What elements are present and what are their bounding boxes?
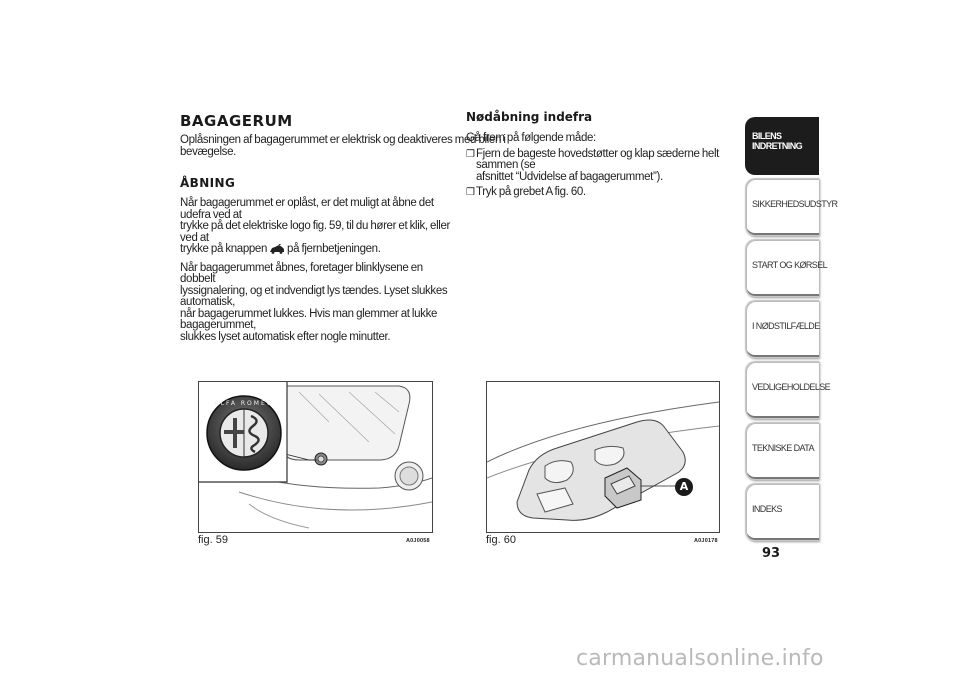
tab-label: SIKKERHEDSUDSTYR (752, 199, 838, 209)
figure-59-caption: fig. 59 (198, 534, 228, 546)
tab-bilens-indretning[interactable] (745, 117, 819, 175)
trunk-open-icon (269, 244, 285, 258)
tab-label: I NØDSTILFÆLDE (752, 321, 820, 331)
intro-paragraph (180, 135, 506, 158)
text-line: Gå frem på følgende måde: (466, 132, 596, 144)
text-fragment: trykke på knappen (180, 243, 268, 255)
text-line: Når bagagerummet åbnes, foretager blinklysene en dobbelt (180, 261, 423, 285)
text-line: bevægelse. (180, 145, 236, 158)
tab-label: VEDLIGEHOLDELSE (752, 382, 831, 392)
tab-label: TEKNISKE DATA (752, 443, 814, 453)
text-line: trykke på det elektriske logo fig. 59, til du hører et klik, eller ved at (180, 220, 451, 244)
checkbox-bullet-icon: ❒ (466, 148, 475, 160)
alfa-logo-icon (205, 394, 283, 472)
text-line: Oplåsningen af bagagerummet er elektrisk og deaktiveres med bilen i (180, 134, 506, 146)
text-fragment: på fjernbetjeningen. (287, 243, 381, 255)
text-line: slukkes lyset automatisk efter nogle minutter. (180, 330, 391, 343)
tab-label: START OG KØRSEL (752, 260, 828, 270)
list-item (466, 187, 736, 199)
tab-tekniske-data[interactable] (745, 422, 819, 480)
text-line: når bagagerummet lukkes. Hvis man glemmer at lukke bagagerummet, (180, 307, 438, 331)
figure-59-image (198, 381, 433, 533)
figure-60-caption: fig. 60 (486, 534, 516, 546)
section-title: BAGAGERUM (180, 112, 293, 130)
tab-label: BILENS INDRETNING (752, 131, 802, 151)
figure-60-image (486, 381, 720, 533)
tab-vedligeholdelse[interactable] (745, 361, 831, 419)
subsection-title: ÅBNING (180, 176, 236, 190)
figure-59-code: A0J0058 (406, 538, 430, 544)
text-line: Fjern de bageste hovedstøtter og klap sæderne helt sammen (se (476, 147, 720, 171)
text-line: afsnittet “Udvidelse af bagagerummet”). (476, 170, 663, 183)
text-line: Når bagagerummet er oplåst, er det muligt at åbne det udefra ved at (180, 197, 434, 221)
emergency-title: Nødåbning indefra (466, 110, 593, 124)
list-item (466, 149, 736, 184)
callout-a-marker: A (675, 478, 693, 496)
figure-60-code: A0J0178 (694, 538, 718, 544)
opening-paragraph (180, 198, 455, 343)
tab-label: INDEKS (752, 504, 782, 514)
text-line: Tryk på grebet A fig. 60. (476, 186, 586, 198)
tab-indeks[interactable] (745, 483, 819, 541)
tab-sikkerhedsudstyr[interactable] (745, 178, 838, 236)
logo-text: ALFA ROMEO (214, 400, 274, 407)
page-number: 93 (762, 546, 781, 561)
tab-start-og-korsel[interactable] (745, 239, 828, 297)
checkbox-bullet-icon: ❒ (466, 187, 475, 198)
watermark: carmanualsonline.info (576, 646, 824, 671)
emergency-instructions (466, 133, 736, 199)
text-line: lyssignalering, og et indvendigt lys tændes. Lyset slukkes automatisk, (180, 284, 448, 308)
tab-i-nodstilfaelde[interactable] (745, 300, 819, 358)
text-line (180, 244, 455, 258)
